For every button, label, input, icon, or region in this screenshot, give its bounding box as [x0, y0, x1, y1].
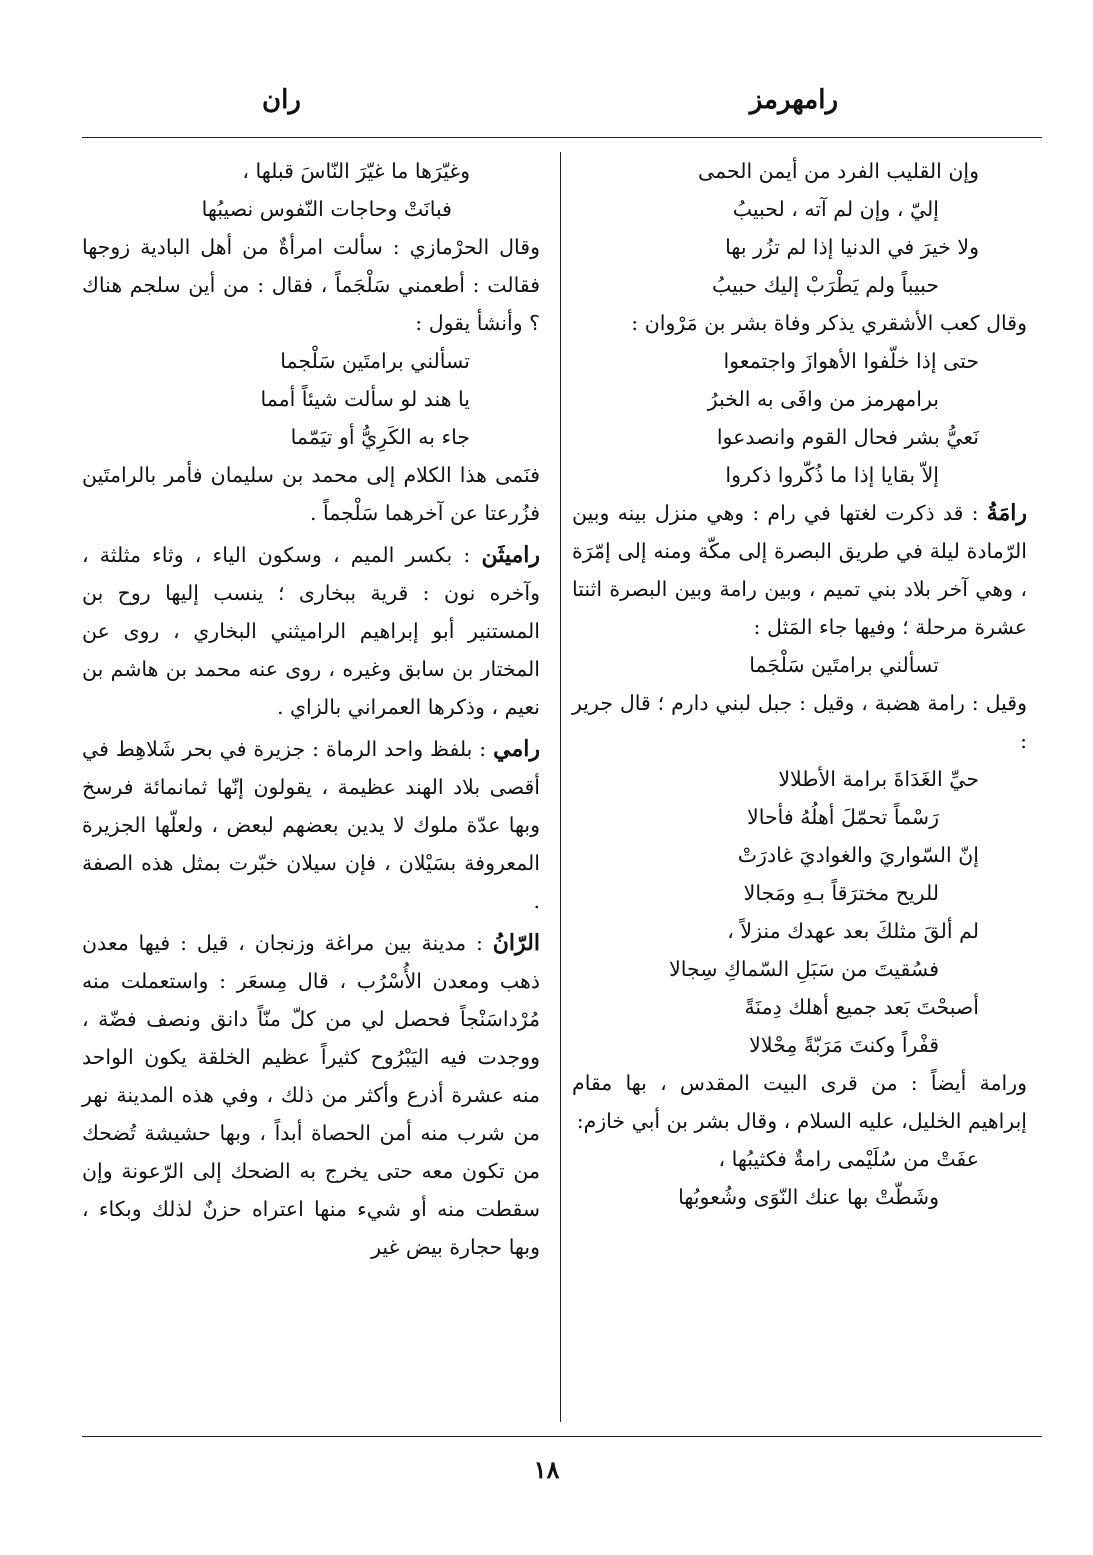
- paragraph: ورامة أيضاً : من قرى البيت المقدس ، بها مقام إبراهيم الخليل، عليه السلام ، وقال بشر بن أبي خازم:: [572, 1071, 1027, 1133]
- verse-line: نَعيُّ بشر فحال القوم وانصدعوا: [716, 425, 979, 449]
- verse-line: يا هند لو سألت شيئاً أمما: [260, 387, 470, 411]
- entry-headword: رامي: [493, 736, 540, 762]
- verse-line: جاء به الكَرِيُّ أو تيَمّما: [290, 425, 470, 449]
- verse-line: حبيباً ولم يَطْرَبْ إليك حبيبُ: [711, 273, 939, 297]
- verse-line: حتى إذا خلّفوا الأهوازَ واجتمعوا: [723, 349, 979, 373]
- top-rule: [82, 137, 1042, 138]
- entry-text: : بكسر الميم ، وسكون الياء ، وثاء مثلثة ، وآخره نون : قرية ببخارى ؛ ينسب إليها روح بن المستنير أبو إبراهيم الراميثني البخاري ، روى عن المختار بن سابق وغيره ، روى عنه محمد بن هاشم بن نعيم ، وذكرها العمراني بالزاي .: [82, 543, 540, 719]
- verse-line: رَسْماً تحمّلَ أهلُهُ فأحالا: [747, 805, 939, 829]
- bottom-rule: [82, 1436, 1042, 1437]
- entry-headword: رامَةُ: [986, 500, 1027, 526]
- entry-text: : بلفظ واحد الرماة : جزيرة في بحر شَلاهِط في أقصى بلاد الهند عظيمة ، يقولون إنّها ثمانمائة فرسخ وبها عدّة ملوك لا يدين بعضهم لبعض ، ولعلّها الجزيرة المعروفة بسَيْلان ، فإن سيلان خبّرت بمثل هذه الصفة .: [82, 737, 540, 913]
- left-column: [82, 152, 540, 1266]
- verse-line: أصبحْتَ بَعد جميع أهلك دِمنَةً: [744, 995, 979, 1019]
- page-number: ١٨: [533, 1455, 560, 1484]
- verse-line: وإن القليب الفرد من أيمن الحمى: [698, 159, 979, 183]
- entry: [82, 924, 540, 1266]
- page-header: [0, 85, 1093, 125]
- header-right-title: رامهرمز: [749, 85, 838, 115]
- verse-line: إلاّ بقايا إذا ما ذُكّروا ذكروا: [725, 463, 939, 487]
- entry-headword: الرّانُ: [492, 930, 540, 956]
- entry-text: : مدينة بين مراغة وزنجان ، قيل : فيها معدن ذهب ومعدن الأُسْرُب ، قال مِسعَر : واستعملت منه مُرْداسَنْجاً فحصل لي من كلّ منّاً دانق ونصف فضّة ، ووجدت فيه اليَبْرُوح كثيراً عظيم الخلقة يكون الواحد منه عشرة أذرع وأكثر من ذلك ، وفي هذه المدينة نهر من شرب منه أمن الحصاة أبداً ، وبها حشيشة تُضحك من تكون معه حتى يخرج به الضحك إلى الرّعونة وإن سقطت منه أو شيء منها اعتراه حزنٌ لذلك وبكاء ، وبها حجارة بيض غير: [82, 931, 540, 1259]
- column-divider: [560, 152, 561, 1422]
- entry-headword: راميثَن: [481, 542, 540, 568]
- entry-text: : قد ذكرت لغتها في رام : وهي منزل بينه وبين الرّمادة ليلة في طريق البصرة إلى مكّة ومنه إلى إمّرَة ، وهي آخر بلاد بني تميم ، وبين رامة وبين البصرة اثنتا عشرة مرحلة ؛ وفيها جاء المَثل :: [572, 501, 1027, 639]
- verse-line: إنّ السّواريَ والغواديَ غادرَتْ: [737, 843, 979, 867]
- verse-line: عفَتْ من سُلَيْمى رامةٌ فكثيبُها ،: [718, 1147, 979, 1171]
- entry: [82, 730, 540, 920]
- verse-line: إليّ ، وإن لم آته ، لحبيبُ: [732, 197, 939, 221]
- verse-line: برامهرمز من وافَى به الخبرُ: [707, 387, 939, 411]
- verse-line: تسألني برامتَين سَلْجَما: [749, 653, 939, 677]
- paragraph: وقيل : رامة هضبة ، وقيل : جبل لبني دارم ؛ قال جرير :: [572, 691, 1027, 753]
- verse-line: وغيّرَها ما غيّرَ النّاسَ قبلها ،: [242, 159, 470, 183]
- right-column: [572, 152, 1027, 1216]
- paragraph: وقال كعب الأشقري يذكر وفاة بشر بن مَرْوان :: [631, 311, 1027, 335]
- verse-line: وشَطّتْ بها عنك النّوَى وشُعوبُها: [678, 1185, 939, 1209]
- verse-line: للريح مخترَقاً بـهِ ومَجالا: [743, 881, 939, 905]
- entry: [572, 494, 1027, 646]
- verse-line: حيِّ الغَدَاةَ برامة الأطلالا: [778, 767, 979, 791]
- verse-line: فسُقيتَ من سَبَلِ السّماكِ سِجالا: [669, 957, 939, 981]
- verse-line: تسألني برامتَين سَلْجما: [280, 349, 470, 373]
- paragraph: فنَمى هذا الكلام إلى محمد بن سليمان فأمر بالرامتَين فزُرعتا عن آخرهما سَلْجماً .: [82, 463, 540, 525]
- verse-line: فبانَتْ وحاجات النّفوس نصيبُها: [201, 197, 452, 221]
- entry: [82, 536, 540, 726]
- verse-line: لم ألقَ مثلكَ بعد عهدك منزلاً ،: [727, 919, 979, 943]
- verse-line: قفْراً وكنتَ مَرَبّةً مِحْلالا: [749, 1033, 939, 1057]
- verse-line: ولا خيرَ في الدنيا إذا لم تزُر بها: [725, 235, 979, 259]
- paragraph: وقال الحرْمازي : سألت امرأةٌ من أهل البادية زوجها فقالت : أطعمني سَلْجَماً ، فقال : من أين سلجم هناك ؟ وأنشأ يقول :: [82, 235, 540, 335]
- header-left-title: ران: [262, 85, 301, 115]
